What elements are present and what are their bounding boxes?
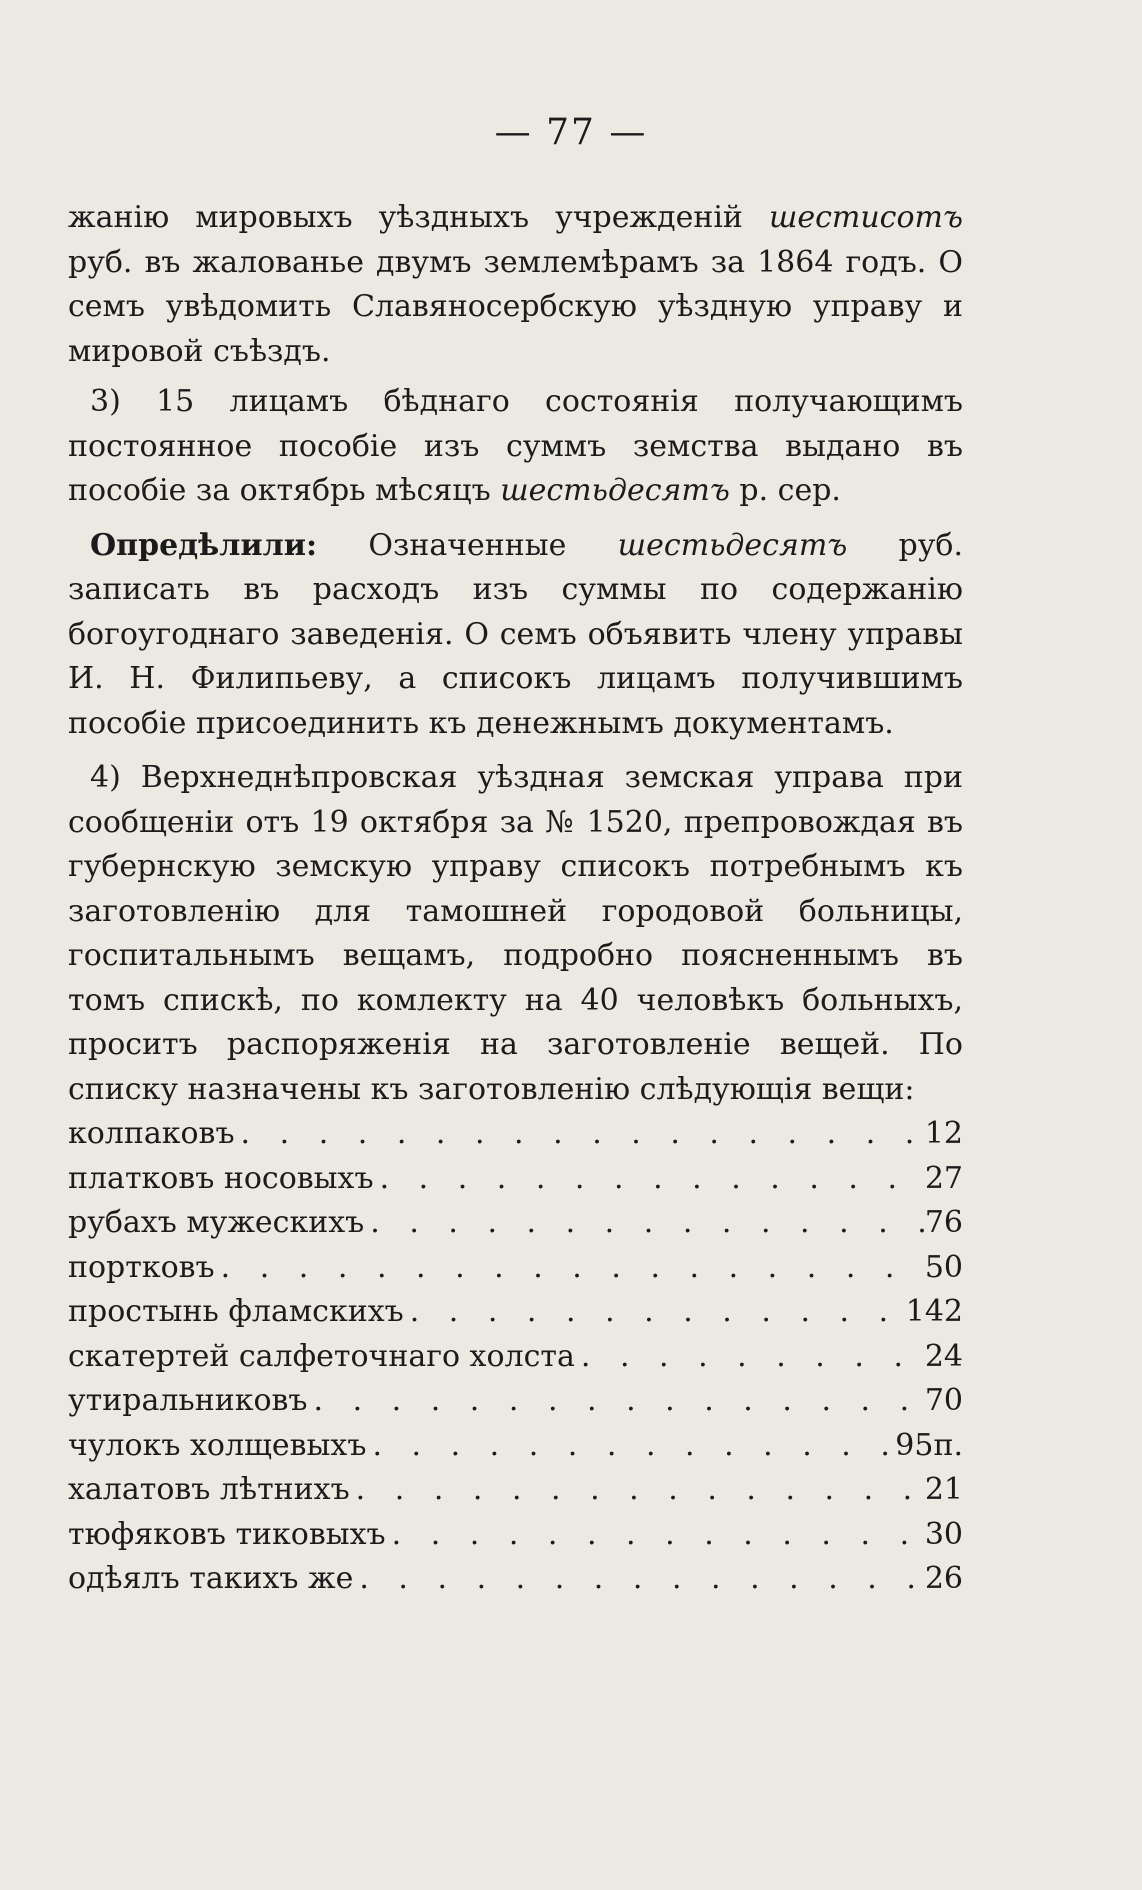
item-qty: 26 (924, 1561, 963, 1596)
item-name: скатертей салфеточнаго холста (68, 1338, 575, 1374)
item-qty: 142 (905, 1294, 963, 1329)
item-name: халатовъ лѣтнихъ (68, 1472, 350, 1507)
list-item (68, 1335, 963, 1380)
paragraph-1-italic: шестисотъ (768, 200, 963, 235)
leader-dots (235, 1112, 925, 1157)
paragraph-3-bold: Опредѣлили: (90, 527, 318, 563)
paragraph-1-text-a: жанію мировыхъ уѣздныхъ учрежденій (68, 200, 769, 235)
item-name: простынь фламскихъ (68, 1294, 404, 1329)
paragraph-2-italic: шестьдесятъ (500, 473, 730, 508)
paragraph-3-text-b: руб. записать въ расходъ изъ суммы по содержанію богоугоднаго заведенія. О семъ объявить члену управы И. Н. Филипьеву, а списокъ лицамъ получившимъ пособіе присоединить къ денежнымъ документамъ. (68, 527, 963, 741)
item-name: чулокъ холщевыхъ (68, 1427, 367, 1463)
leader-dots (366, 1424, 895, 1469)
item-qty: 95п. (895, 1427, 963, 1463)
item-name: тюфяковъ тиковыхъ (68, 1516, 386, 1552)
leader-dots (308, 1379, 925, 1424)
leader-dots (364, 1201, 925, 1246)
item-name: рубахъ мужескихъ (68, 1205, 365, 1240)
list-item (68, 1379, 963, 1424)
item-name: утиральниковъ (68, 1383, 308, 1418)
paragraph-3 (68, 524, 963, 747)
item-qty: 27 (924, 1160, 963, 1196)
leader-dots (575, 1335, 925, 1380)
list-item (68, 1557, 963, 1602)
paragraph-4 (68, 756, 963, 1112)
list-item (68, 1424, 963, 1469)
leader-dots (353, 1557, 924, 1602)
list-item (68, 1157, 963, 1202)
list-item (68, 1112, 963, 1157)
item-name: платковъ носовыхъ (68, 1160, 374, 1196)
item-name: портковъ (68, 1249, 215, 1285)
paragraph-4-text: 4) Верхнеднѣпровская уѣздная земская управа при сообщеніи отъ 19 октября за № 1520, препровождая въ губернскую земскую управу списокъ потребнымъ къ заготовленію для тамошней городовой больницы, госпитальнымъ вещамъ, подробно поясненнымъ въ томъ спискѣ, по комлекту на 40 человѣкъ больныхъ, проситъ распоряженія на заготовленіе вещей. По списку назначены къ заготовленію слѣдующія вещи: (68, 760, 963, 1107)
leader-dots (350, 1468, 925, 1513)
list-item (68, 1246, 963, 1291)
list-item (68, 1468, 963, 1513)
item-qty: 70 (924, 1383, 963, 1418)
list-item (68, 1290, 963, 1335)
leader-dots (404, 1290, 906, 1335)
paragraph-2-text-a: 3) 15 лицамъ бѣднаго состоянія получающимъ постоянное пособіе изъ суммъ земства выдано въ пособіе за октябрь мѣсяцъ (68, 384, 963, 508)
item-name: колпаковъ (68, 1116, 235, 1151)
item-qty: 21 (924, 1472, 963, 1507)
paragraph-3-text-a: Означенные (317, 527, 618, 563)
item-qty: 76 (924, 1205, 963, 1240)
paragraph-1-text-b: руб. въ жалованье двумъ землемѣрамъ за 1864 годъ. О семъ увѣдомить Славяносербскую уѣздную управу и мировой съѣздъ. (68, 244, 963, 369)
paragraph-2-text-b: р. сер. (729, 473, 841, 508)
item-qty: 30 (924, 1516, 963, 1552)
list-item (68, 1513, 963, 1558)
body-text (68, 196, 963, 1602)
item-name: одѣялъ такихъ же (68, 1561, 354, 1596)
item-qty: 24 (924, 1338, 963, 1374)
paragraph-2 (68, 380, 963, 514)
list-item (68, 1201, 963, 1246)
leader-dots (386, 1513, 925, 1558)
item-qty: 50 (924, 1249, 963, 1285)
leader-dots (374, 1157, 925, 1202)
paragraph-1 (68, 196, 963, 374)
item-qty: 12 (924, 1116, 963, 1151)
items-list (68, 1112, 963, 1602)
leader-dots (215, 1246, 925, 1291)
page-number: — 77 — (494, 112, 648, 153)
paragraph-3-italic: шестьдесятъ (617, 527, 848, 563)
